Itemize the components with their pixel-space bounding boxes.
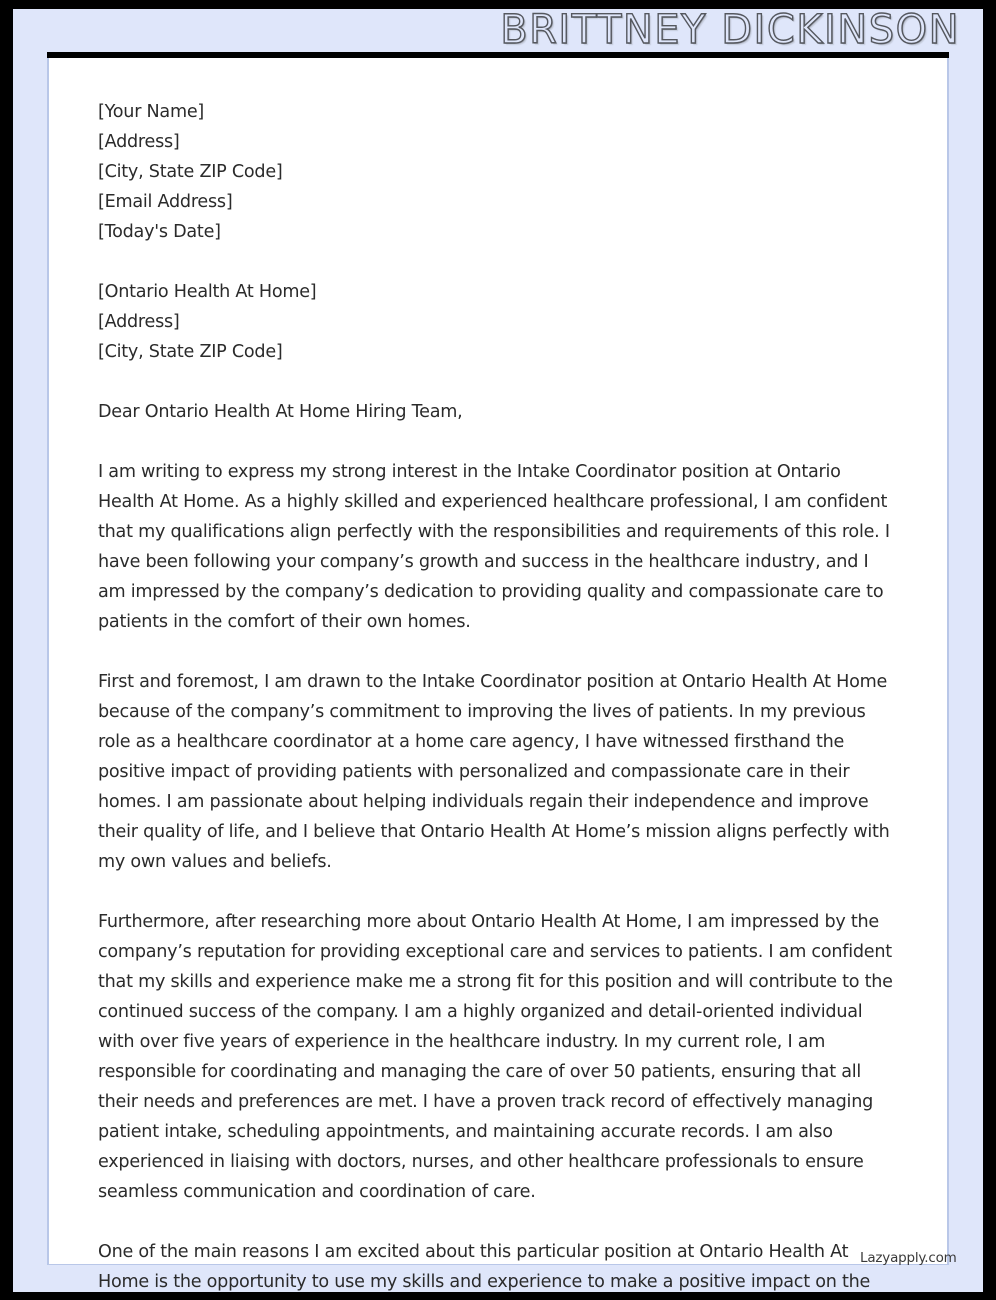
letter-date: [Today's Date] <box>98 222 221 242</box>
letter-paragraph-4: One of the main reasons I am excited about this particular position at Ontario Health At Home is the opportunity to use my skills and experience to make a positive impact on the <box>98 1242 871 1292</box>
letter-salutation: Dear Ontario Health At Home Hiring Team, <box>98 402 463 422</box>
sender-name: [Your Name] <box>98 102 205 122</box>
lazyapply-watermark: Lazyapply.com <box>860 1250 957 1266</box>
sender-address-block <box>98 97 897 247</box>
cover-letter-body <box>47 58 949 1292</box>
document-canvas <box>13 9 983 1292</box>
applicant-name-heading: BRITTNEY DICKINSON <box>500 9 960 53</box>
sender-city-state-zip: [City, State ZIP Code] <box>98 162 283 182</box>
recipient-city-state-zip: [City, State ZIP Code] <box>98 342 283 362</box>
sender-email: [Email Address] <box>98 192 233 212</box>
recipient-address: [Address] <box>98 312 180 332</box>
letter-paragraph-2: First and foremost, I am drawn to the Intake Coordinator position at Ontario Health At Home because of the company’s commitment to improving the lives of patients. In my previous role as a healthcare coordinator at a home care agency, I have witnessed firsthand the positive impact of providing patients with personalized and compassionate care in their homes. I am passionate about helping individuals regain their independence and improve their quality of life, and I believe that Ontario Health At Home’s mission aligns perfectly with my own values and beliefs. <box>98 672 890 872</box>
letter-paragraph-3: Furthermore, after researching more about Ontario Health At Home, I am impressed by the company’s reputation for providing exceptional care and services to patients. I am confident that my skills and experience make me a strong fit for this position and will contribute to the continued success of the company. I am a highly organized and detail-oriented individual with over five years of experience in the healthcare industry. In my current role, I am responsible for coordinating and managing the care of over 50 patients, ensuring that all their needs and preferences are met. I have a proven track record of effectively managing patient intake, scheduling appointments, and maintaining accurate records. I am also experienced in liaising with doctors, nurses, and other healthcare professionals to ensure seamless communication and coordination of care. <box>98 912 893 1202</box>
name-banner <box>13 9 983 53</box>
recipient-company: [Ontario Health At Home] <box>98 282 317 302</box>
letter-paragraph-1: I am writing to express my strong interest in the Intake Coordinator position at Ontario Health At Home. As a highly skilled and experienced healthcare professional, I am confident that my qualifications align perfectly with the responsibilities and requirements of this role. I have been following your company’s growth and success in the healthcare industry, and I am impressed by the company’s dedication to providing quality and compassionate care to patients in the comfort of their own homes. <box>98 462 890 632</box>
recipient-address-block <box>98 277 897 367</box>
sender-address: [Address] <box>98 132 180 152</box>
